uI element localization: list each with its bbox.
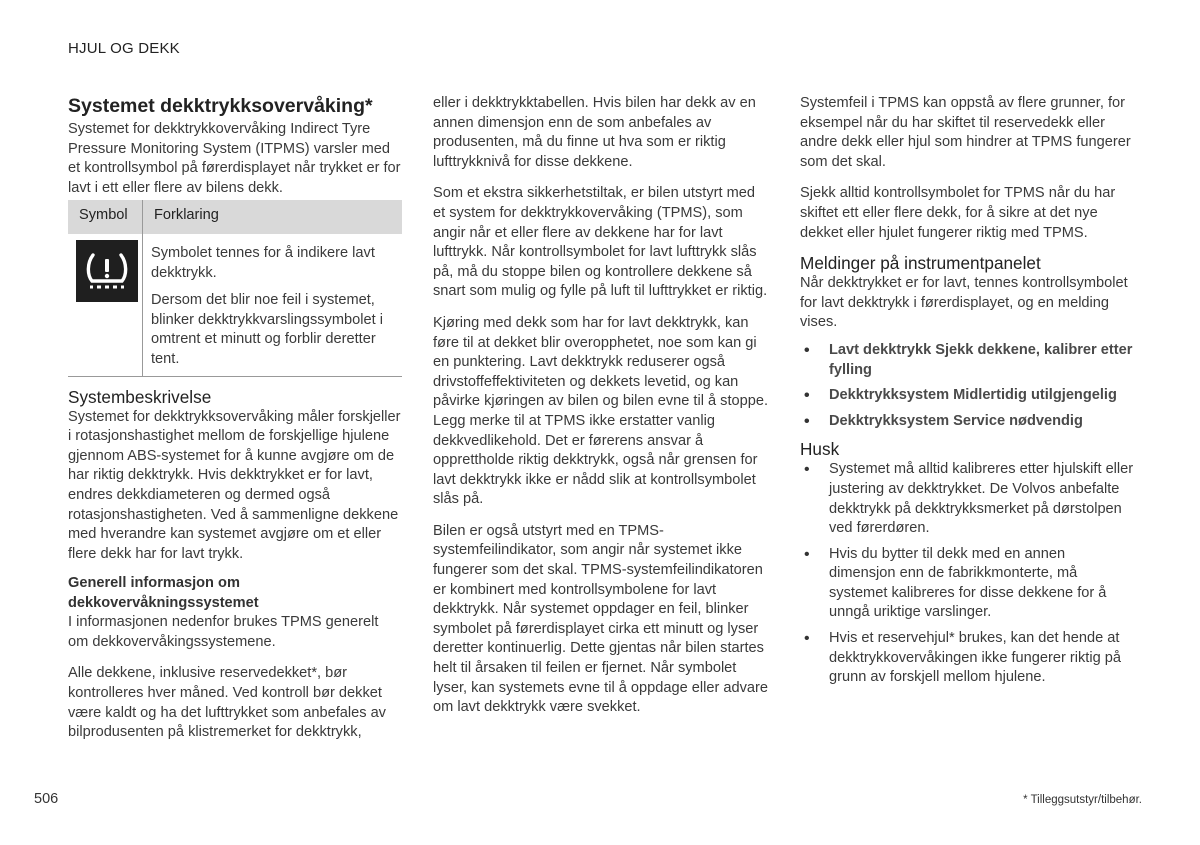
explanation-text: Symbolet tennes for å indikere lavt dekktrykk. <box>151 244 375 281</box>
column-2 <box>433 94 769 730</box>
column-3 <box>800 94 1134 694</box>
page-title: Systemet dekktrykksovervåking* <box>68 95 373 117</box>
generell-text: Alle dekkene, inklusive reservedekket*, bør kontrolleres hver måned. Ved kontroll bør dekket være kaldt og ha det lufttrykket som anbefales av bilprodusenten på klistremerket for dekktrykk, <box>68 665 386 741</box>
list-item: • Dekktrykksystem Midlertidig utilgjengelig <box>800 386 1134 406</box>
list-item: • Lavt dekktrykk Sjekk dekkene, kalibrer etter fylling <box>800 341 1134 380</box>
explanation-cell <box>143 234 403 376</box>
body-paragraph: eller i dekktrykktabellen. Hvis bilen har dekk av en annen dimensjon enn de som anbefales av produsenten, må du finne ut hva som er riktig lufttrykknivå for disse dekkene. <box>433 95 756 170</box>
husk-heading: Husk <box>800 439 840 460</box>
husk-list <box>800 460 1134 688</box>
body-paragraph: Systemfeil i TPMS kan oppstå av flere grunner, for eksempel når du har skiftet til reservedekk eller andre dekk eller hjul som hindrer at TPMS fungerer som det skal. <box>800 95 1131 170</box>
section-header: HJUL OG DEKK <box>68 40 180 57</box>
systembeskrivelse-heading: Systembeskrivelse <box>68 386 212 407</box>
body-paragraph: Som et ekstra sikkerhetstiltak, er bilen utstyrt med et system for dekktrykkovervåking (TPMS), som angir når et eller flere av dekkene har for lavt lufttrykk. Når kontrollsymbolet for lavt lufttrykk slås på, må du stoppe bilen og kontrollere dekkene så snart som mulig og fylle på luft til lufttrykket er riktig. <box>433 185 768 300</box>
body-paragraph: Kjøring med dekk som har for lavt dekktrykk, kan føre til at dekket blir overopphetet, noe som kan gi en punktering. Lavt dekktrykk reduserer også drivstoffeffektiviteten og dekkets levetid, og kan påvirke kjøringen av bilen og bilen evne til å stoppe. Legg merke til at TPMS ikke erstatter vanlig dekkvedlikehold. Det er førerens ansvar å opprettholde riktig dekktrykk, også når grensen for lavt dekktrykk ikke er nådd slik at kontrollsymbolet slås på. <box>433 314 769 508</box>
list-item: • Hvis du bytter til dekk med en annen dimensjon enn de fabrikkmonterte, må systemet kalibreres for disse dekkene for å unngå uriktige varslinger. <box>800 545 1134 623</box>
meldinger-text: Når dekktrykket er for lavt, tennes kontrollsymbolet for lavt dekktrykk i førerdisplayet, og en melding vises. <box>800 275 1128 331</box>
list-item: • Systemet må alltid kalibreres etter hjulskift eller justering av dekktrykket. De Volvos anbefalte dekktrykk på dekktrykksmerket på dørstolpen ved førerdøren. <box>800 460 1134 538</box>
table-row <box>68 234 402 376</box>
footnote: * Tilleggsutstyr/tilbehør. <box>1023 794 1142 806</box>
tire-pressure-warning-icon <box>76 240 138 302</box>
explanation-text: Dersom det blir noe feil i systemet, blinker dekktrykkvarslingssymbolet i omtrent et minutt og forblir deretter tent. <box>151 292 383 367</box>
systembeskrivelse-text: Systemet for dekktrykksovervåking måler forskjeller i rotasjonshastighet mellom de forskjellige hjulene gjennom ABS-systemet for å kunne avgjøre om de har riktig dekktrykk. Hvis dekktrykket er for lavt, endres dekkdiameteren og dermed også rotasjonshastigheten. Ved å sammenligne dekkene med hverandre kan systemet avgjøre om et eller flere dekk har for lavt trykk. <box>68 408 401 562</box>
table-header-symbol: Symbol <box>68 200 143 234</box>
generell-text: I informasjonen nedenfor brukes TPMS generelt om dekkovervåkingssystemene. <box>68 614 379 650</box>
message-list <box>800 341 1134 431</box>
symbol-cell <box>68 234 143 376</box>
table-header-explanation: Forklaring <box>143 200 403 234</box>
intro-text: Systemet for dekktrykkovervåking Indirect Tyre Pressure Monitoring System (ITPMS) varsler med et kontrollsymbol på førerdisplayet når trykket er for lavt i ett eller flere av bilens dekk. <box>68 121 401 196</box>
body-paragraph: Sjekk alltid kontrollsymbolet for TPMS når du har skiftet ett eller flere dekk, for å sikre at det nye dekket eller hjulet fungerer riktig med TPMS. <box>800 185 1116 241</box>
generell-heading: Generell informasjon om dekkovervåkningssystemet <box>68 575 259 612</box>
meldinger-heading: Meldinger på instrumentpanelet <box>800 253 1041 274</box>
column-1 <box>68 94 402 755</box>
body-paragraph: Bilen er også utstyrt med en TPMS-systemfeilindikator, som angir når systemet ikke fungerer som det skal. TPMS-systemfeilindikatoren er kombinert med kontrollsymbolene for lavt dekktrykk. Når systemet oppdager en feil, blinker symbolet på førerdisplayet cirka ett minutt og lyser deretter kontinuerlig. Dette gjentas når bilen startes helt til årsaken til feilen er fjernet. Når symbolet lyser, kan systemets evne til å oppdage eller advare om lavt dekktrykk være svekket. <box>433 522 769 716</box>
symbol-table <box>68 200 402 376</box>
list-item: • Dekktrykksystem Service nødvendig <box>800 412 1134 432</box>
list-item: • Hvis et reservehjul* brukes, kan det hende at dekktrykkovervåkingen ikke fungerer riktig på grunn av forskjell mellom hjulene. <box>800 629 1134 688</box>
page-number: 506 <box>34 791 59 807</box>
